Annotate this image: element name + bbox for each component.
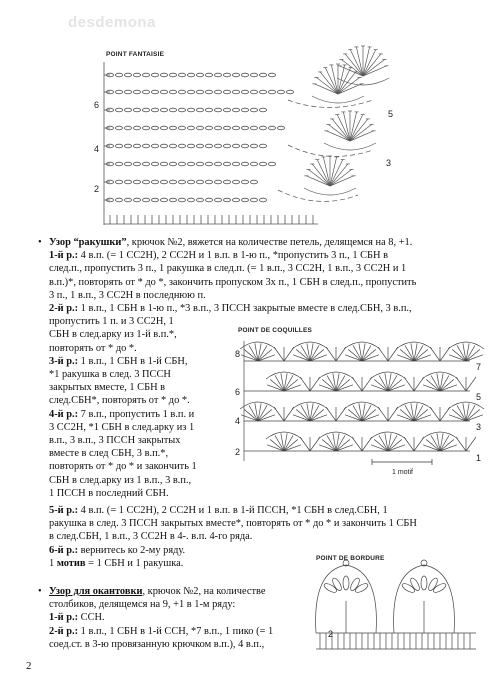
row-number: 4: [235, 416, 241, 426]
row-number: 5: [388, 109, 394, 119]
row-number: 5: [476, 392, 482, 402]
row-number: 3: [386, 158, 392, 168]
bullet: •: [38, 586, 42, 597]
page-number: 2: [26, 660, 32, 672]
shell-pattern-rows: 5-й р.: 4 в.п. (= 1 СС2Н), 2 СС2Н и 1 в.п. в 1-й ПССН, *1 СБН в след.СБН, 1 ракушка в след. 3 ПССН закрытых вместе*, повторять от * до * и закончить 1 СБН в след.СБН, 1 в.п., 3 СС2Н в 4-. в.п. 4-го ряда. 6-й р.: вернитесь ко 2-му ряду. 1 мотив = 1 СБН и 1 ракушка.: [49, 505, 417, 569]
row-number: 3: [476, 422, 482, 432]
row-number: 2: [94, 184, 100, 194]
diagram-point-de-bordure: [306, 553, 486, 658]
shell-title: Узор “ракушки”: [49, 237, 127, 248]
watermark: desdemona: [68, 14, 156, 31]
diagram-label: POINT FANTAISIE: [106, 51, 165, 58]
row-number: 6: [235, 387, 241, 397]
diagram-label: POINT DE BORDURE: [316, 555, 385, 562]
row-number: 4: [94, 144, 100, 154]
diagram-label: POINT DE COQUILLES: [238, 327, 313, 334]
edging-pattern-text: • Узор для окантовки, крючок №2, на количестве столбиков, делящемся на 9, +1 в 1-м ряду: 1-й р.: ССН. 2-й р.: 1 в.п., 1 СБН в 1-й ССН, *7 в.п., 1 пико (= 1 соед.ст. в 3-ю провязанную крючком в.п.), 4 в.п.,: [38, 586, 274, 650]
diagram-point-fantaisie: [88, 40, 408, 235]
diagram-point-de-coquilles: [232, 323, 487, 483]
row-number: 6: [94, 100, 100, 110]
row-number: 2: [235, 447, 241, 457]
row-number: 8: [235, 349, 241, 359]
row-number: 7: [476, 362, 482, 372]
motif-label: 1 motif: [392, 469, 414, 476]
row-number: 2: [328, 629, 334, 639]
edging-title: Узор для окантовки: [49, 586, 143, 597]
shell-pattern-text: • Узор “ракушки”, крючок №2, вяжется на количестве петель, делящемся на 8, +1. 1-й р.: 4 в.п. (= 1 СС2Н), 2 СС2Н и 1 в.п. в 1-ю п., *пропустить 3 п., 1 СБН в след.п., пропустить 3 п., 1 ракушка в след.п. (= 1 в.п., 3 СС2Н, 1 в.п., 3 СС2Н и 1 в.п.)*, повторять от * до *, закончить пропуском 3х п., 1 СБН в след.п., пропустить 3 п., 1 в.п., 3 СС2Н в последнюю п. 2-й р.: 1 в.п., 1 СБН в 1-ю п., *3 в.п., 3 ПССН закрытые вместе в след.СБН, 3 в.п., пропустить 1 п. и 3 СС2Н, 1 СБН в след.арку из 1-й в.п.*, повторять от * до *. 3-й р.: 1 в.п., 1 СБН в 1-й СБН, *1 ракушка в след. 3 ПССН закрытых вместе, 1 СБН в след.СБН*, повторять от * до *. 4-й р.: 7 в.п., пропустить 1 в.п. и 3 СС2Н, *1 СБН в след.арку из 1 в.п., 3 в.п., 3 ПССН закрытых вместе в след СБН, 3 в.п.*, повторять от * до * и закончить 1 СБН в след.арку из 1 в.п., 3 в.п., 1 ПССН в последний СБН.: [38, 237, 417, 499]
bullet: •: [38, 237, 42, 248]
row-number: 1: [476, 453, 482, 463]
